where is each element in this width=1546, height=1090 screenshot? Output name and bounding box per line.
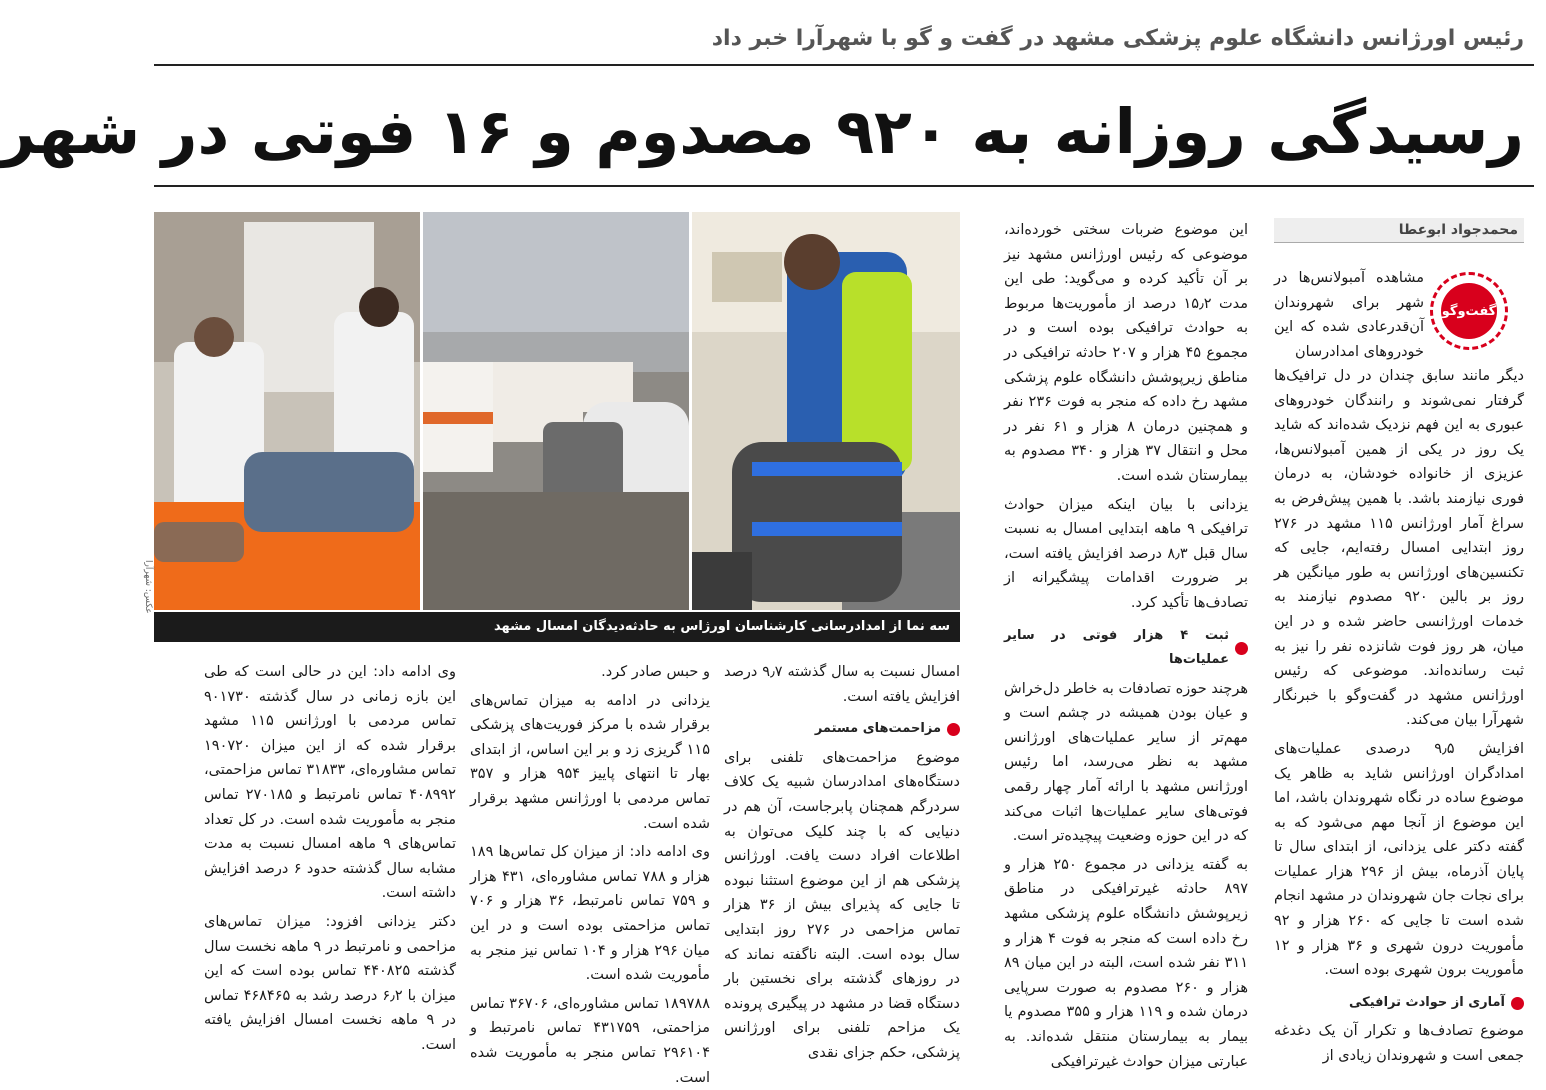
column-2-paragraph: این موضوع ضربات سختی خورده‌اند، موضوعی که رئیس اورژانس مشهد نیز بر آن تأکید کرده و می‌گوید: طی این مدت ۱۵٫۲ درصد از مأموریت‌ها مربوط به حوادث ترافیکی بوده است و در مجموع ۴۵ هزار و ۲۰۷ حادثه ترافیکی در مناطق زیرپوشش دانشگاه علوم پزشکی مشهد رخ داده که منجر به فوت ۲۳۶ نفر و همچنین درمان ۸ هزار و ۶۱ نفر در محل و انتقال ۳۷ هزار و ۳۴۰ مصدوم به بیمارستان شده است. bbox=[1004, 222, 1249, 484]
column-1-paragraph: دیگر مانند سابق چندان در دل ترافیک‌ها گرفتار نمی‌شوند و رانندگان خودروهای عبوری به این فهم نزدیک شده‌اند که شاید یک روز در یکی از همین آمبولانس‌ها، عزیزی از خانواده خودشان، به درمان فوری نیازمند باشد. با همین پیش‌فرض به سراغ آمار اورژانس ۱۱۵ مشهد در ۲۷۶ روز ابتدایی امسال رفته‌ایم، جایی که تکنسین‌های اورژانس به طور میانگین هر روز بر بالین ۹۲۰ مصدوم نیازمند به خدمات اورژانسی حاضر شده و در این میان، هر روز فوت شانزده نفر را نیز به ثبت رسانده‌اند. موضوعی که رئیس اورژانس مشهد در گفت‌وگو با خبرنگار شهرآرا بیان می‌کند. bbox=[1274, 368, 1524, 729]
column-1-paragraph: موضوع تصادف‌ها و تکرار آن یک دغدغه جمعی است و شهروندان زیادی از bbox=[1274, 1023, 1524, 1065]
subheading-traffic bbox=[1274, 991, 1524, 1016]
column-3-paragraph: امسال نسبت به سال گذشته ۹٫۷ درصد افزایش یافته است. bbox=[724, 664, 960, 705]
column-4 bbox=[470, 660, 710, 1086]
column-4-paragraph: یزدانی در ادامه به میزان تماس‌های برقرار شده با مرکز فوریت‌های پزشکی ۱۱۵ گریزی زد و بر این اساس، از ابتدای بهار تا انتهای پاییز ۹۵۴ هزار و ۳۵۷ تماس مردمی با اورژانس مشهد برقرار شده است. bbox=[470, 692, 710, 832]
photo-crash-scene bbox=[423, 212, 689, 610]
bullet-dot-icon bbox=[947, 723, 960, 736]
photo-patient-care-image bbox=[154, 212, 420, 610]
bullet-dot-icon bbox=[1235, 642, 1248, 655]
top-rule bbox=[154, 64, 1534, 66]
subheading-harassment bbox=[724, 717, 960, 742]
interview-badge bbox=[1430, 272, 1508, 350]
column-2-paragraph: هرچند حوزه تصادفات به خاطر دل‌خراش و عیان بودن همیشه در چشم است و مهم‌تر از سایر عملیات‌های اورژانس مشهد به نظر می‌رسد، اما رئیس اورژانس مشهد با ارائه آمار چهار رقمی فوتی‌های سایر عملیات‌ها اثبات می‌کند که در این حوزه وضعیت پیچیده‌تر است. bbox=[1004, 680, 1248, 845]
interview-badge-label: گفت‌وگو bbox=[1441, 283, 1497, 339]
column-1-paragraph: افزایش ۹٫۵ درصدی عملیات‌های امدادگران اورژانس شاید به ظاهر یک موضوع ساده در نگاه شهروندان باشد، اما این موضوع از آنجا مهم می‌شود که به گفته دکتر علی یزدانی، از ابتدای سال تا پایان آذرماه، بیش از ۲۹۶ هزار عملیات برای نجات جان شهروندان در مشهد انجام شده است تا جایی که ۲۶۰ هزار و ۹۲ مأموریت درون شهری و ۳۶ هزار و ۱۲ مأموریت برون شهری بوده است. bbox=[1274, 740, 1525, 979]
photo-ambulance-interior-image bbox=[692, 212, 960, 610]
column-2-paragraph: به گفته یزدانی در مجموع ۲۵۰ هزار و ۸۹۷ حادثه غیرترافیکی در مناطق زیرپوشش دانشگاه علوم پزشکی مشهد رخ داده است که منجر به فوت ۴ هزار و ۳۱۱ نفر شده است، البته در این میان ۸۹ هزار و ۲۶۰ مصدوم به صورت سرپایی درمان شده و ۱۱۹ هزار و ۳۵۵ مصدوم یا بیمار به بیمارستان منتقل شده‌اند. به عبارتی میزان حوادث غیرترافیکی bbox=[1004, 856, 1249, 1070]
photo-crash-scene-image bbox=[423, 212, 689, 610]
column-1-intro-text: مشاهده آمبولانس‌ها در شهر برای شهروندان آن‌قدرعادی شده که این خودروهای امدادرسان bbox=[1274, 270, 1424, 360]
subheading-fatalities bbox=[1004, 624, 1248, 673]
column-3 bbox=[724, 660, 960, 1070]
column-4-paragraph: ۱۸۹۷۸۸ تماس مشاوره‌ای، ۳۶۷۰۶ تماس مزاحمتی، ۴۳۱۷۵۹ تماس نامرتبط و ۲۹۶۱۰۴ تماس منجر به مأموریت شده است. bbox=[470, 995, 710, 1086]
headline: رسیدگی روزانه به ۹۲۰ مصدوم و ۱۶ فوتی در شهر bbox=[0, 95, 1524, 168]
headline-rule bbox=[154, 185, 1534, 187]
column-5 bbox=[204, 660, 456, 1070]
column-1-intro bbox=[1274, 266, 1424, 366]
subheading-harassment-text: مزاحمت‌های مستمر bbox=[814, 721, 941, 737]
photo-credit: عکس: شهرآرا bbox=[143, 560, 153, 614]
column-4-paragraph: و حبس صادر کرد. bbox=[601, 664, 710, 680]
photo-patient-care bbox=[154, 212, 420, 610]
column-2 bbox=[1004, 218, 1248, 1070]
column-5-paragraph: دکتر یزدانی افزود: میزان تماس‌های مزاحمی و نامرتبط در ۹ ماهه نخست سال گذشته ۴۴۰۸۲۵ تماس بوده است که این میزان با ۶٫۲ درصد رشد به ۴۶۸۴۶۵ تماس در ۹ ماهه نخست امسال افزایش یافته است. bbox=[204, 913, 456, 1053]
subheading-fatalities-text: ثبت ۴ هزار فوتی در سایر عملیات‌ها bbox=[1004, 627, 1229, 668]
bullet-dot-icon bbox=[1511, 997, 1524, 1010]
byline: محمدجواد ابوعطا bbox=[1274, 218, 1524, 243]
subheading-traffic-text: آماری از حوادث ترافیکی bbox=[1349, 994, 1505, 1010]
column-3-paragraph: موضوع مزاحمت‌های تلفنی برای دستگاه‌های امدادرسان شبیه یک کلاف سردرگم همچنان پابرجاست، آن هم در دنیایی که با چند کلیک می‌توان به اطلاعات افراد دست یافت. اورژانس پزشکی هم از این موضوع استثنا نبوده تا جایی که پذیرای بیش از ۳۶ هزار تماس مزاحمی در ۲۷۶ روز ابتدایی سال بوده است. البته ناگفته نماند که در روزهای گذشته برای نخستین بار دستگاه قضا در مشهد در پیگیری پرونده یک مزاحم تلفنی برای اورژانس پزشکی، حکم جزای نقدی bbox=[724, 749, 960, 1061]
photo-caption: سه نما از امدادرسانی کارشناسان اورژاس به حادثه‌دیدگان امسال مشهد bbox=[154, 612, 960, 642]
column-2-paragraph: یزدانی با بیان اینکه میزان حوادث ترافیکی ۹ ماهه ابتدایی امسال به نسبت سال قبل ۸٫۳ درصد افزایش یافته است، بر ضرورت اقدامات پیشگیرانه از تصادف‌ها تأکید کرد. bbox=[1004, 496, 1249, 611]
column-1 bbox=[1274, 364, 1524, 1070]
column-5-paragraph: وی ادامه داد: این در حالی است که طی این بازه زمانی در سال گذشته ۹۰۱۷۳۰ تماس مردمی با اورژانس ۱۱۵ مشهد برقرار شده که از این میزان ۱۹۰۷۲۰ تماس مشاوره‌ای، ۳۱۸۳۳ تماس مزاحمتی، ۴۰۸۹۹۲ تماس نامرتبط و ۲۷۰۱۸۵ تماس منجر به مأموریت شده است. در کل تعداد تماس‌های ۹ ماهه امسال نسبت به مدت مشابه سال گذشته حدود ۶ درصد افزایش داشته است. bbox=[204, 664, 456, 902]
photo-ambulance-interior bbox=[692, 212, 960, 610]
column-4-paragraph: وی ادامه داد: از میزان کل تماس‌ها ۱۸۹ هزار و ۷۸۸ تماس مشاوره‌ای، ۴۳۱ هزار و ۷۵۹ تماس نامرتبط، ۳۶ هزار و ۷۰۶ تماس مزاحمتی بوده است و در این میان ۲۹۶ هزار و ۱۰۴ تماس نیز منجر به مأموریت شده است. bbox=[470, 844, 710, 984]
kicker: رئیس اورژانس دانشگاه علوم پزشکی مشهد در گفت و گو با شهرآرا خبر داد bbox=[711, 26, 1524, 51]
